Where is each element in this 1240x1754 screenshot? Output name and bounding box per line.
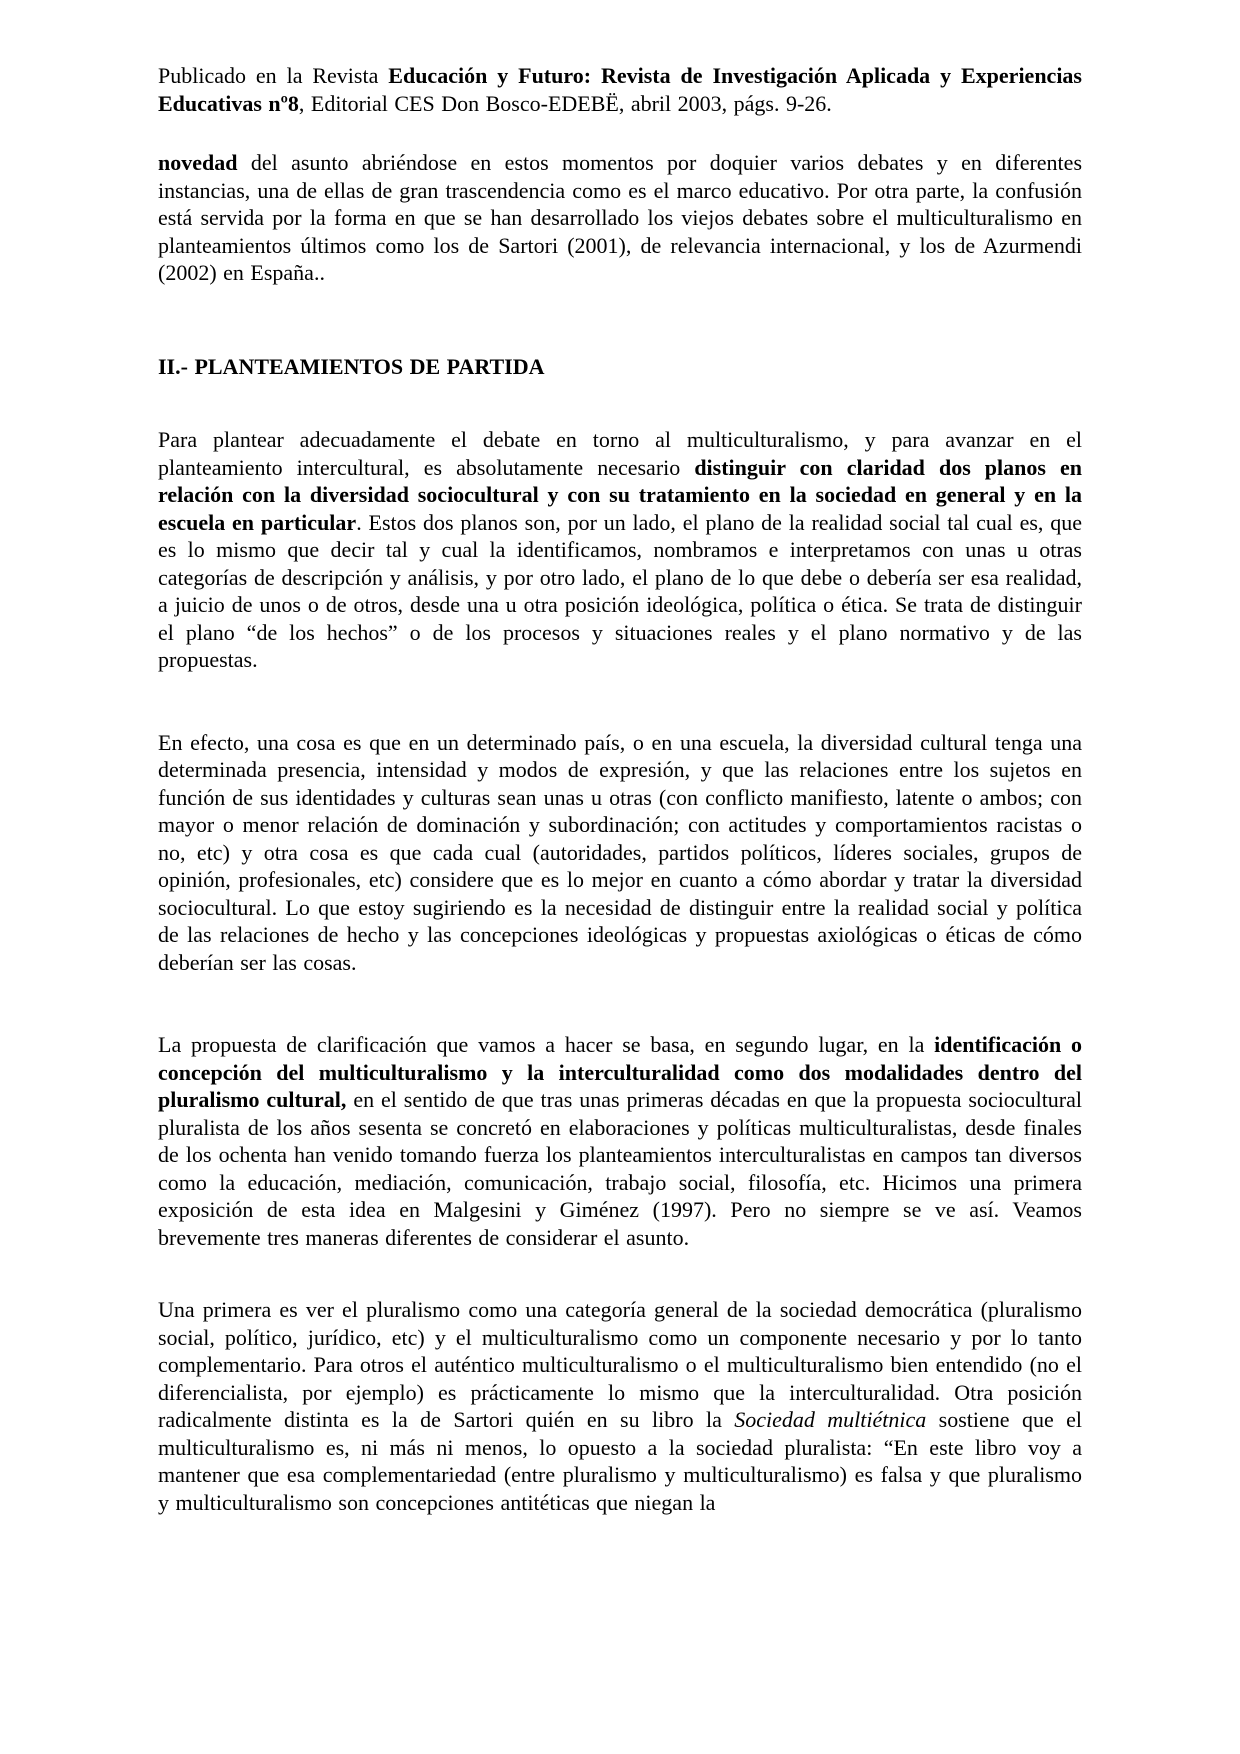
para-una-primera-run: Una primera es ver el pluralismo como una categoría general de la sociedad democrática (pluralismo social, político, jurídico, etc) y el multiculturalismo como un componente necesario y por lo tanto complementario. Para otros el auténtico multiculturalismo o el multiculturalismo bien entendido (no el diferencialista, por ejemplo) es prácticamente lo mismo que la interculturalidad. Otra posición radicalmente distinta es la de Sartori quién en su libro la [158,1297,1082,1432]
para-la-propuesta [158,1031,1082,1251]
para-en-efecto-run: En efecto, una cosa es que en un determinado país, o en una escuela, la diversidad cultural tenga una determinada presencia, intensidad y modos de expresión, y que las relaciones entre los sujetos en función de sus identidades y culturas sean unas u otras (con conflicto manifiesto, latente o ambos; con mayor o menor relación de dominación y subordinación; con actitudes y comportamientos racistas o no, etc) y otra cosa es que cada cual (autoridades, partidos políticos, líderes sociales, grupos de opinión, profesionales, etc) considere que es lo mejor en cuanto a cómo abordar y tratar la diversidad sociocultural. Lo que estoy sugiriendo es la necesidad de distinguir entre la realidad social y política de las relaciones de hecho y las concepciones ideológicas y propuestas axiológicas o éticas de cómo deberían ser las cosas. [158,729,1082,975]
para-una-primera [158,1296,1082,1516]
para-una-primera-run: sostiene que el multiculturalismo es, ni más ni menos, lo opuesto a la sociedad pluralista: “En este libro voy a mantener que esa complementariedad (entre pluralismo y multiculturalismo) es falsa y que pluralismo y multiculturalismo son concepciones antitéticas que niegan la [158,1407,1082,1515]
para-una-primera-run: Sociedad multiétnica [734,1407,927,1432]
publication-note-run: Publicado en la Revista [158,63,389,88]
para-en-efecto [158,729,1082,977]
section-heading-planteamientos [158,353,1082,381]
para-para-plantear-run: distinguir con claridad dos planos en relación con la diversidad sociocultural y con su tratamiento en la sociedad en general y en la escuela en particular [158,454,1082,535]
para-para-plantear-run: Para plantear adecuadamente el debate en torno al multiculturalismo, y para avanzar en el planteamiento intercultural, es absolutamente necesario [158,427,1082,480]
para-la-propuesta-run: identificación o concepción del multiculturalismo y la interculturalidad como dos modalidades dentro del pluralismo cultural, [158,1032,1083,1112]
section-heading-planteamientos-run: II.- PLANTEAMIENTOS DE PARTIDA [158,353,545,379]
publication-note [158,62,1082,117]
publication-note-run: Educación y Futuro: Revista de Investigación Aplicada y Experiencias Educativas nº8 [158,63,1082,116]
publication-note-run: , Editorial CES Don Bosco-EDEBË, abril 2003, págs. 9-26. [298,90,832,116]
para-novedad-run: del asunto abriéndose en estos momentos por doquier varios debates y en diferentes instancias, una de ellas de gran trascendencia como es el marco educativo. Por otra parte, la confusión está servida por la forma en que se han desarrollado los viejos debates sobre el multiculturalismo en planteamientos últimos como los de Sartori (2001), de relevancia internacional, y los de Azurmendi (2002) en España.. [158,150,1082,285]
para-la-propuesta-run: La propuesta de clarificación que vamos a hacer se basa, en segundo lugar, en la [158,1032,935,1057]
para-novedad-run: novedad [158,150,238,175]
para-para-plantear-run: . Estos dos planos son, por un lado, el plano de la realidad social tal cual es, que es lo mismo que decir tal y cual la identificamos, nombramos e interpretamos con unas u otras categorías de descripción y análisis, y por otro lado, el plano de lo que debe o debería ser esa realidad, a juicio de unos o de otros, desde una u otra posición ideológica, política o ética. Se trata de distinguir el plano “de los hechos” o de los procesos y situaciones reales y el plano normativo y de las propuestas. [158,509,1082,672]
para-novedad [158,149,1082,287]
para-para-plantear [158,426,1082,674]
para-la-propuesta-run: en el sentido de que tras unas primeras décadas en que la propuesta sociocultural pluralista de los años sesenta se concretó en elaboraciones y políticas multiculturalistas, desde finales de los ochenta han venido tomando fuerza los planteamientos interculturalistas en campos tan diversos como la educación, mediación, comunicación, trabajo social, filosofía, etc. Hicimos una primera exposición de esta idea en Malgesini y Giménez (1997). Pero no siempre se ve así. Veamos brevemente tres maneras diferentes de considerar el asunto. [158,1087,1083,1250]
